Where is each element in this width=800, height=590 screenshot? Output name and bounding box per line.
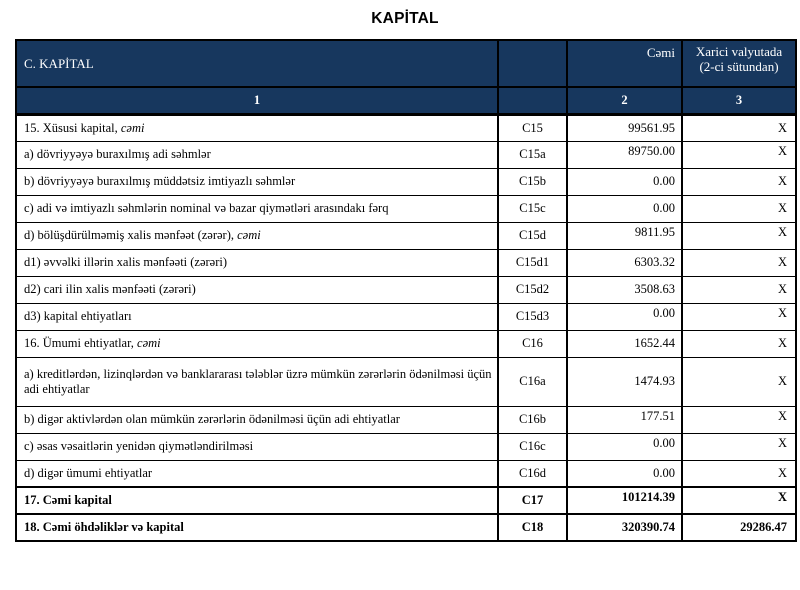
row-total-value: 101214.39 [567,487,682,514]
row-code: C15d1 [498,249,567,276]
row-code: C16d [498,460,567,487]
table-row [16,114,796,141]
row-foreign-value: X [682,249,796,276]
row-foreign-value: X [682,303,796,330]
row-total-value: 0.00 [567,460,682,487]
row-total-value: 3508.63 [567,276,682,303]
row-label [16,249,498,276]
row-code: C17 [498,487,567,514]
column-index-1: 1 [16,87,498,114]
row-label [16,514,498,541]
row-label [16,460,498,487]
column-index-2: 2 [567,87,682,114]
row-label-text: b) digər aktivlərdən olan mümkün zərərlərin ödənilməsi üçün adi ehtiyatlar [24,412,400,427]
row-total-value: 89750.00 [567,141,682,168]
row-code: C15d2 [498,276,567,303]
row-label-text: d2) cari ilin xalis mənfəəti (zərəri) [24,282,196,297]
row-label-text: 16. Ümumi ehtiyatlar, [24,336,138,351]
row-code: C16b [498,406,567,433]
row-label-text: a) kreditlərdən, lizinqlərdən və banklararası tələblər üzrə mümkün zərərlərin ödənilməsi üçün adi ehtiyatlar [24,367,492,396]
row-label-text: 18. Cəmi öhdəliklər və kapital [24,520,184,535]
row-label-italic-suffix: cəmi [120,120,145,135]
total-header-cell: Cəmi [567,40,682,87]
row-label [16,357,498,406]
row-code: C16c [498,433,567,460]
row-label-italic-suffix: cəmi [237,228,261,243]
table-row [16,406,796,433]
table-row [16,460,796,487]
table-header [16,40,796,114]
row-foreign-value: X [682,406,796,433]
row-label [16,222,498,249]
row-total-value: 177.51 [567,406,682,433]
table-row [16,141,796,168]
table-header-row [16,40,796,87]
capital-table [15,39,797,542]
row-total-value: 0.00 [567,168,682,195]
row-foreign-value: X [682,487,796,514]
row-label-text: c) adi və imtiyazlı səhmlərin nominal və bazar qiymətləri arasındakı fərq [24,201,389,216]
table-row [16,195,796,222]
row-label [16,168,498,195]
row-label [16,406,498,433]
row-label-text: d3) kapital ehtiyatları [24,309,132,324]
row-foreign-value: X [682,168,796,195]
row-label [16,195,498,222]
row-label-text: d1) əvvəlki illərin xalis mənfəəti (zərəri) [24,255,228,270]
row-foreign-value: X [682,357,796,406]
row-foreign-value: X [682,330,796,357]
column-index-3: 3 [682,87,796,114]
row-total-value: 1474.93 [567,357,682,406]
row-label [16,487,498,514]
table-row [16,514,796,541]
table-row [16,276,796,303]
row-label-text: b) dövriyyəyə buraxılmış müddətsiz imtiyazlı səhmlər [24,174,296,189]
row-code: C15c [498,195,567,222]
page-title: KAPİTAL [371,10,439,27]
table-row [16,303,796,330]
row-label-text: 17. Cəmi kapital [24,493,112,508]
row-code: C18 [498,514,567,541]
row-code: C15b [498,168,567,195]
table-body [16,114,796,541]
table-row [16,249,796,276]
row-foreign-value: X [682,195,796,222]
row-total-value: 99561.95 [567,114,682,141]
column-index-empty [498,87,567,114]
row-total-value: 1652.44 [567,330,682,357]
row-total-value: 0.00 [567,303,682,330]
row-label [16,141,498,168]
foreign-header-line1: Xarici valyutada [695,44,783,59]
row-label-italic-suffix: cəmi [137,336,161,351]
row-code: C15a [498,141,567,168]
table-row [16,433,796,460]
row-total-value: 9811.95 [567,222,682,249]
code-header-cell [498,40,567,87]
row-label [16,303,498,330]
table-row [16,330,796,357]
row-total-value: 0.00 [567,433,682,460]
row-foreign-value: X [682,222,796,249]
row-label [16,276,498,303]
row-code: C15d [498,222,567,249]
row-label-text: c) əsas vəsaitlərin yenidən qiymətləndirilməsi [24,439,254,454]
section-header-cell: C. KAPİTAL [16,40,498,87]
table-row [16,222,796,249]
row-label-text: d) digər ümumi ehtiyatlar [24,466,153,480]
foreign-currency-header-cell [682,40,796,87]
row-foreign-value: 29286.47 [682,514,796,541]
column-index-row [16,87,796,114]
row-code: C15 [498,114,567,141]
foreign-header-line2: (2-ci sütundan) [699,59,779,74]
table-row [16,487,796,514]
row-foreign-value: X [682,433,796,460]
row-label [16,114,498,141]
row-label-text: 15. Xüsusi kapital, [24,120,121,135]
row-foreign-value: X [682,460,796,487]
row-code: C15d3 [498,303,567,330]
row-code: C16a [498,357,567,406]
row-foreign-value: X [682,114,796,141]
row-total-value: 0.00 [567,195,682,222]
row-label [16,433,498,460]
table-row [16,168,796,195]
row-label [16,330,498,357]
row-foreign-value: X [682,141,796,168]
row-total-value: 320390.74 [567,514,682,541]
row-label-text: d) bölüşdürülməmiş xalis mənfəət (zərər), [24,228,238,243]
row-label-text: a) dövriyyəyə buraxılmış adi səhmlər [24,147,211,162]
row-code: C16 [498,330,567,357]
row-total-value: 6303.32 [567,249,682,276]
table-row [16,357,796,406]
row-foreign-value: X [682,276,796,303]
